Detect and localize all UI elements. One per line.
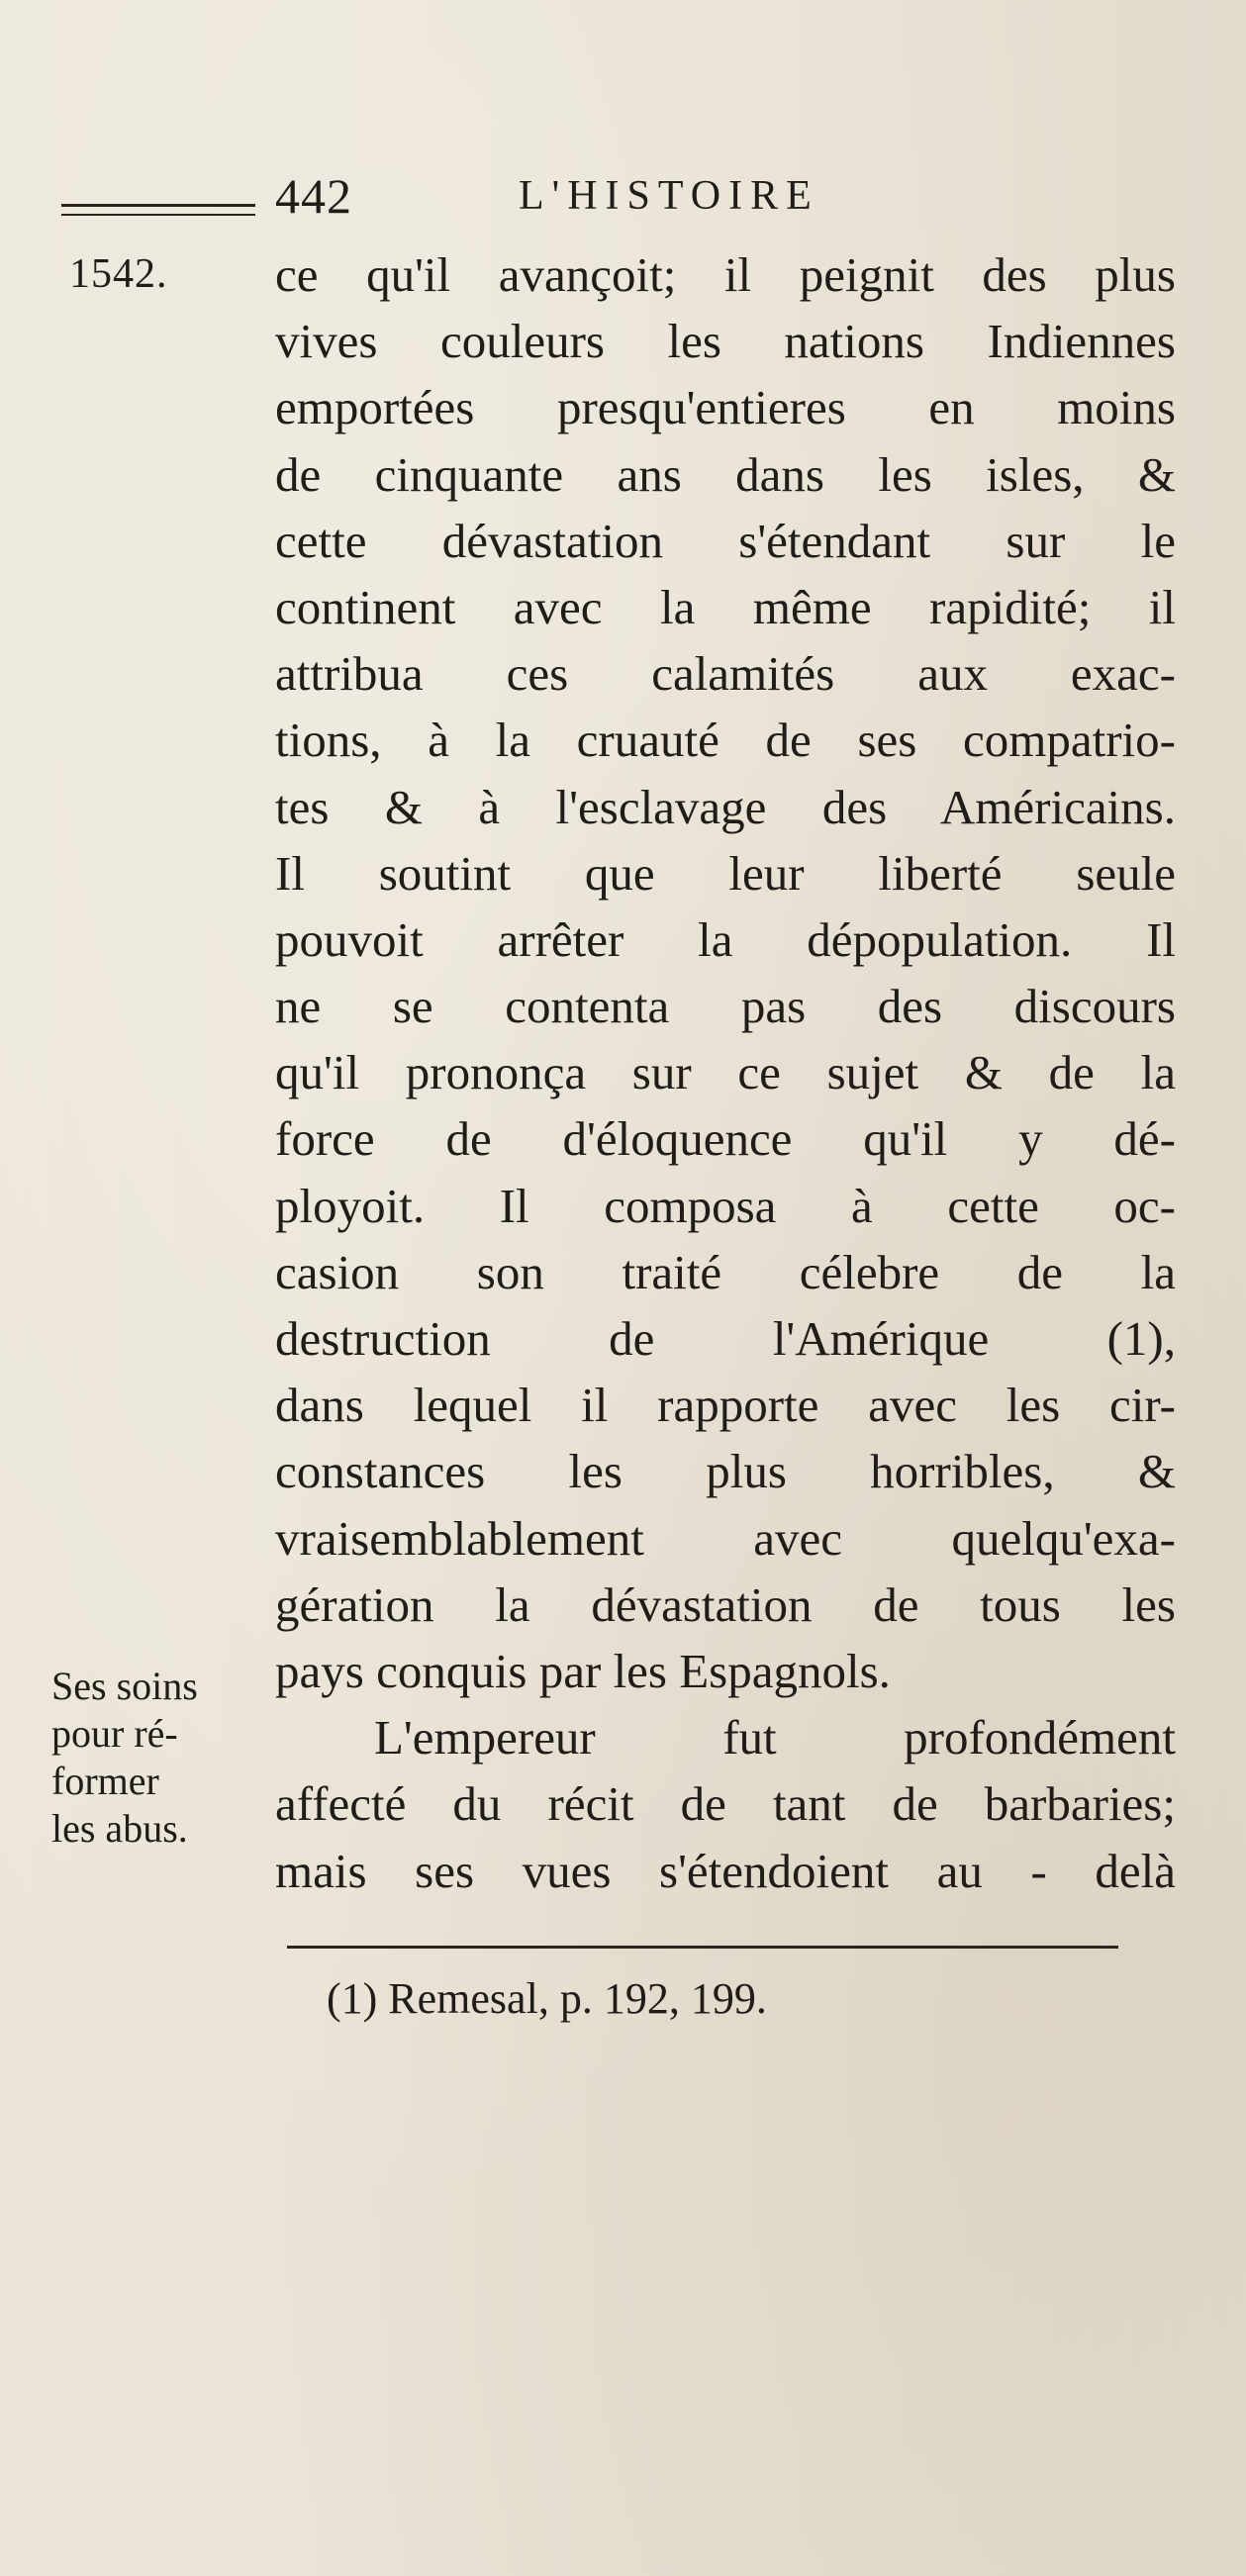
body-line: constances les plus horribles, & xyxy=(275,1444,1176,1499)
body-line: ne se contenta pas des discours xyxy=(275,979,1176,1034)
body-line: attribua ces calamités aux exac- xyxy=(275,646,1176,702)
body-line: de cinquante ans dans les isles, & xyxy=(275,446,1176,502)
footnote-rule xyxy=(287,1946,1118,1949)
running-head: L'HISTOIRE xyxy=(519,173,819,219)
body-line: continent avec la même rapidité; il xyxy=(275,579,1176,634)
body-line: ployoit. Il composa à cette oc- xyxy=(275,1178,1176,1233)
body-line: force de d'éloquence qu'il y dé- xyxy=(275,1111,1176,1167)
margin-note-line: Ses soins xyxy=(51,1664,198,1708)
footnote: (1) Remesal, p. 192, 199. xyxy=(327,1974,767,2023)
body-text xyxy=(275,241,1176,1904)
page-number: 442 xyxy=(275,168,352,224)
body-line: tions, à la cruauté de ses compatrio- xyxy=(275,713,1176,768)
body-line: dans lequel il rapporte avec les cir- xyxy=(275,1378,1176,1433)
body-line: vraisemblablement avec quelqu'exa- xyxy=(275,1510,1176,1566)
body-line: affecté du récit de tant de barbaries; xyxy=(275,1776,1176,1832)
margin-note-line: former xyxy=(51,1759,159,1803)
header-rule xyxy=(61,204,255,216)
body-line: pays conquis par les Espagnols. xyxy=(275,1643,891,1698)
margin-note-line: pour ré- xyxy=(51,1711,178,1756)
body-line: ce qu'il avançoit; il peignit des plus xyxy=(275,247,1176,302)
body-line: pouvoit arrêter la dépopulation. Il xyxy=(275,911,1176,967)
body-line: tes & à l'esclavage des Américains. xyxy=(275,779,1176,834)
body-line: qu'il prononça sur ce sujet & de la xyxy=(275,1045,1176,1100)
margin-note-line: les abus. xyxy=(51,1806,188,1851)
body-line: emportées presqu'entieres en moins xyxy=(275,380,1176,435)
body-line: destruction de l'Amérique (1), xyxy=(275,1311,1176,1366)
body-line: vives couleurs les nations Indiennes xyxy=(275,314,1176,369)
body-line: mais ses vues s'étendoient au - delà xyxy=(275,1843,1176,1898)
margin-year: 1542. xyxy=(69,251,168,297)
body-line: L'empereur fut profondément xyxy=(374,1710,1176,1765)
body-line: casion son traité célebre de la xyxy=(275,1244,1176,1299)
body-line: gération la dévastation de tous les xyxy=(275,1576,1176,1632)
margin-note xyxy=(51,1663,285,1853)
body-line: Il soutint que leur liberté seule xyxy=(275,845,1176,901)
body-line: cette dévastation s'étendant sur le xyxy=(275,513,1176,568)
